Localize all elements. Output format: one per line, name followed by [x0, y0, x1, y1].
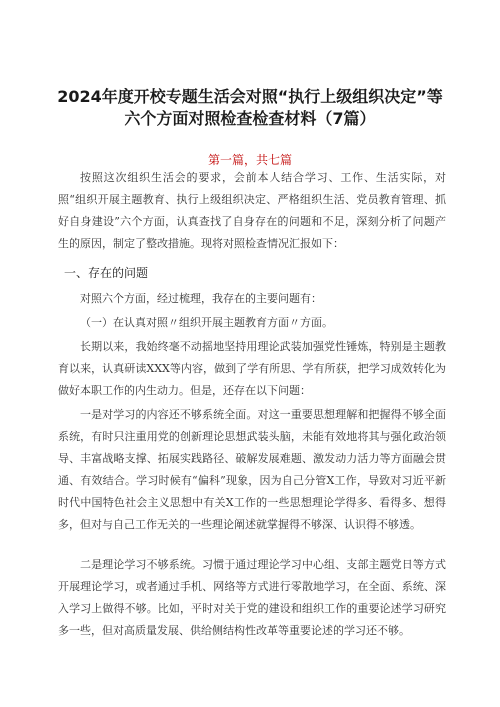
- section-intro-paragraph: 对照六个方面，经过梳理，我存在的主要问题有：: [80, 292, 322, 305]
- subsection-heading: （一）在认真对照〃组织开展主题教育方面〃方面。: [80, 316, 333, 329]
- chapter-label: 第一篇，共七篇: [207, 153, 292, 167]
- document-title-line-2: 六个方面对照检查检查材料（7篇）: [124, 109, 376, 128]
- paragraph-point-two: 二是理论学习不够系统。习惯于通过理论学习中心组、支部主题党日等方式开展理论学习，或者通过手机、网络等方式进行零散地学习，在全面、系统、深入学习上做得不够。比如，平时对关于党的建设和组织工作的重要论述学习研究多一些，但对高质量发展、供给侧结构性改革等重要论述的学习还不够。: [58, 558, 446, 637]
- paragraph-point-one: 一是对学习的内容还不够系统全面。对这一重要思想理解和把握得不够全面系统，有时只注重用党的创新理论思想武装头脑，未能有效地将其与强化政治领导、丰富战略支撑、拓展实践路径、破解发展难题、激发动力活力等方面融会贯通、有效结合。学习时候有“偏科”现象，因为自己分管X工作，导致对习近平新时代中国特色社会主义思想中有关X工作的一些思想理论学得多、看得多、想得多，但对与自己工作无关的一些理论阐述就掌握得不够深、认识得不够透。: [58, 408, 446, 531]
- section-heading-problems: 一、存在的问题: [64, 266, 149, 280]
- intro-paragraph: 按照这次组织生活会的要求，会前本人结合学习、工作、生活实际，对照“组织开展主题教育、执行上级组织决定、严格组织生活、党员教育管理、抓好自身建设”六个方面，认真查找了自身存在的问题和不足，深刻分析了问题产生的原因，制定了整改措施。现将对照检查情况汇报如下：: [58, 171, 446, 250]
- document-title-line-1: 2024年度开校专题生活会对照“执行上级组织决定”等: [57, 87, 443, 106]
- paragraph-long-term: 长期以来，我始终毫不动摇地坚持用理论武装加强党性锤炼，特别是主题教育以来，认真研读XXX等内容，做到了学有所思、学有所获，把学习成效转化为做好本职工作的内生动力。但是，还存在以下问题：: [58, 340, 446, 397]
